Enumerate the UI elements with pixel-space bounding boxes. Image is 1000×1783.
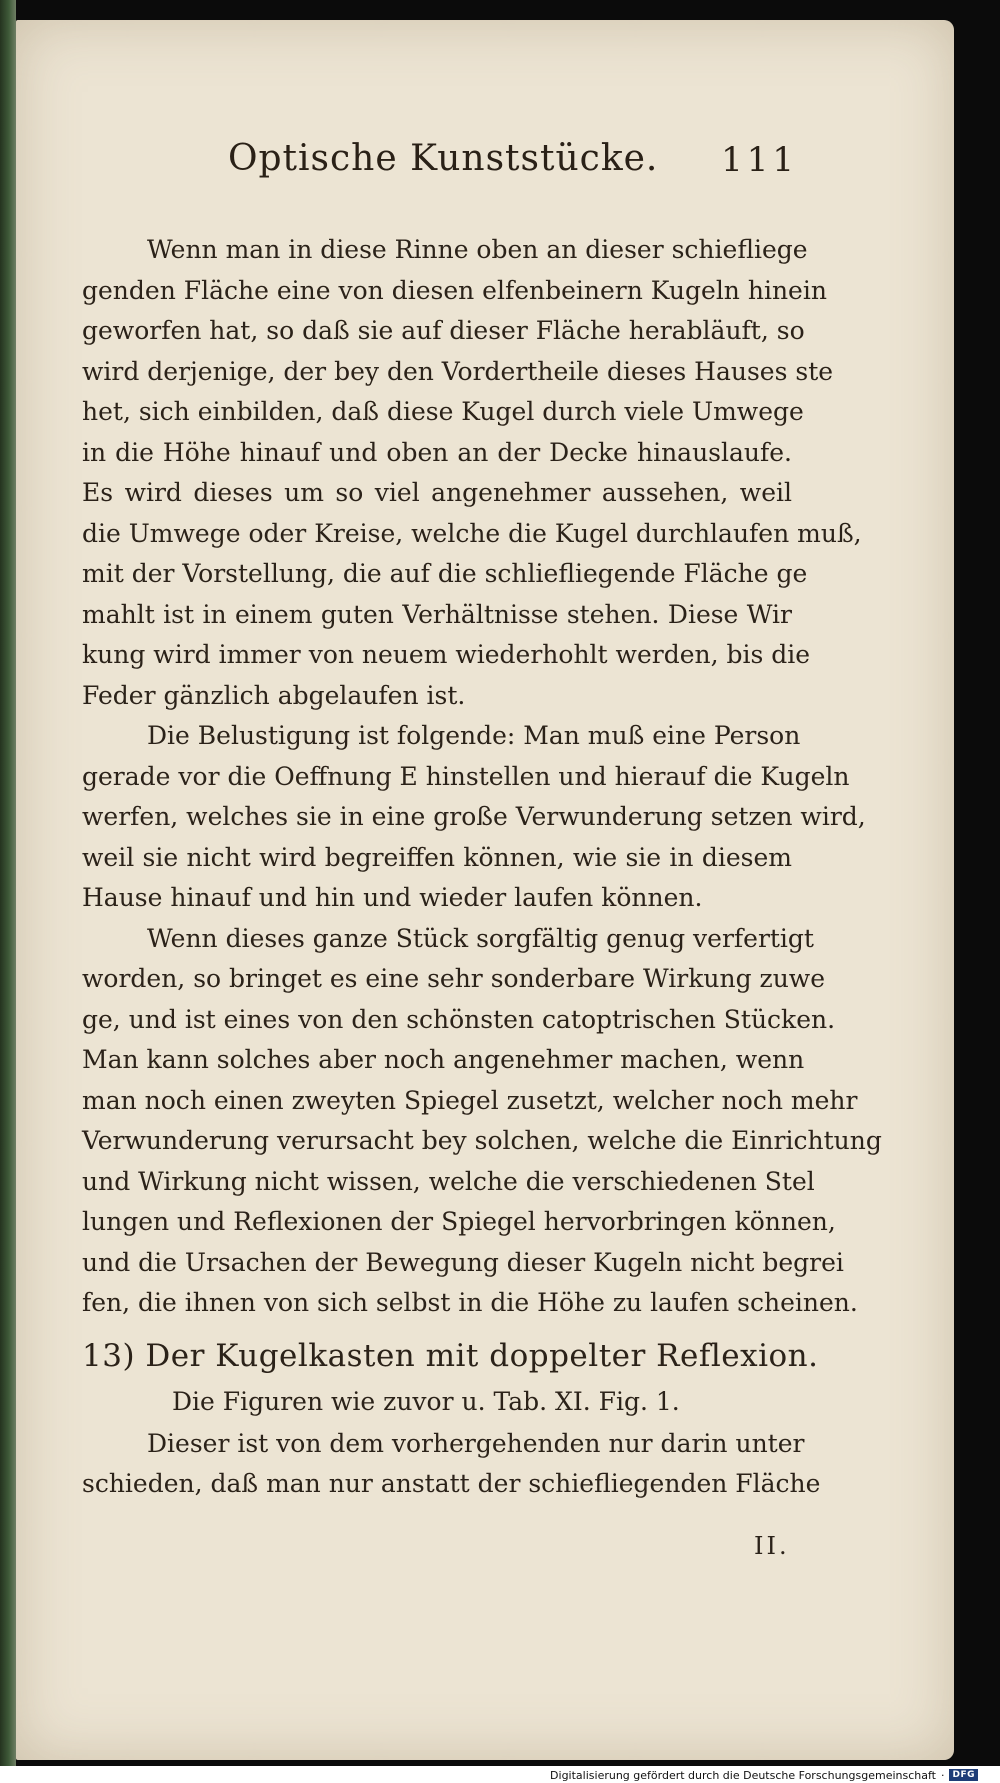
figure-reference: Die Figuren wie zuvor u. Tab. XI. Fig. 1. <box>172 1386 680 1416</box>
text-line: wird derjenige, der bey den Vordertheile dieses Hauses ste <box>82 356 834 386</box>
text-line: Feder gänzlich abgelaufen ist. <box>82 680 466 710</box>
text-line: Wenn dieses ganze Stück sorgfältig genug verfertigt <box>147 923 814 953</box>
text-line: Dieser ist von dem vorhergehenden nur darin unter <box>147 1428 805 1458</box>
text-line: genden Fläche eine von diesen elfenbeinern Kugeln hinein <box>82 275 827 305</box>
dfg-logo: DFG <box>949 1769 978 1781</box>
text-line: Man kann solches aber noch angenehmer machen, wenn <box>82 1045 805 1074</box>
text-line: in die Höhe hinauf und oben an der Decke hinauslaufe. <box>82 437 792 467</box>
text-line: ge, und ist eines von den schönsten catoptrischen Stücken. <box>82 1004 836 1034</box>
text-line: Hause hinauf und hin und wieder laufen können. <box>82 883 703 912</box>
catchword: II. <box>754 1532 790 1560</box>
section-heading: 13) Der Kugelkasten mit doppelter Reflexion. <box>82 1337 819 1374</box>
text-line: Es wird dieses um so viel angenehmer aussehen, weil <box>82 478 792 507</box>
text-line: geworfen hat, so daß sie auf dieser Fläche herabläuft, so <box>82 316 805 345</box>
text-line: kung wird immer von neuem wiederhohlt werden, bis die <box>82 640 811 669</box>
text-line: weil sie nicht wird begreiffen können, wie sie in diesem <box>82 842 792 872</box>
text-line: fen, die ihnen von sich selbst in die Höhe zu laufen scheinen. <box>82 1288 858 1317</box>
text-line: schieden, daß man nur anstatt der schiefliegenden Fläche <box>82 1469 821 1498</box>
page-number: 111 <box>721 140 798 180</box>
text-line: werfen, welches sie in eine große Verwunderung setzen wird, <box>82 802 866 831</box>
text-line: Verwunderung verursacht bey solchen, welche die Einrichtung <box>82 1126 882 1155</box>
digitization-credit: Digitalisierung gefördert durch die Deutsche Forschungsgemeinschaft · DFG <box>550 1767 978 1783</box>
text-line: die Umwege oder Kreise, welche die Kugel durchlaufen muß, <box>82 518 862 548</box>
running-title: Optische Kunststücke. <box>228 138 659 179</box>
text-line: man noch einen zweyten Spiegel zusetzt, welcher noch mehr <box>82 1085 858 1115</box>
book-edge <box>0 0 16 1766</box>
text-line: mit der Vorstellung, die auf die schliefliegende Fläche ge <box>82 559 808 588</box>
text-line: und Wirkung nicht wissen, welche die verschiedenen Stel <box>82 1166 815 1196</box>
text-line: lungen und Reflexionen der Spiegel hervorbringen können, <box>82 1207 836 1236</box>
text-line: Wenn man in diese Rinne oben an dieser schiefliege <box>147 235 808 264</box>
page-header <box>228 138 798 194</box>
text-line: Die Belustigung ist folgende: Man muß eine Person <box>147 721 801 750</box>
credit-text: Digitalisierung gefördert durch die Deutsche Forschungsgemeinschaft <box>550 1768 936 1782</box>
body-text <box>82 230 882 1505</box>
text-line: het, sich einbilden, daß diese Kugel durch viele Umwege <box>82 397 804 426</box>
text-line: gerade vor die Oeffnung E hinstellen und hierauf die Kugeln <box>82 761 850 791</box>
text-line: mahlt ist in einem guten Verhältnisse stehen. Diese Wir <box>82 599 792 629</box>
text-line: und die Ursachen der Bewegung dieser Kugeln nicht begrei <box>82 1247 844 1277</box>
book-page <box>16 20 954 1760</box>
text-line: worden, so bringet es eine sehr sonderbare Wirkung zuwe <box>82 964 825 993</box>
